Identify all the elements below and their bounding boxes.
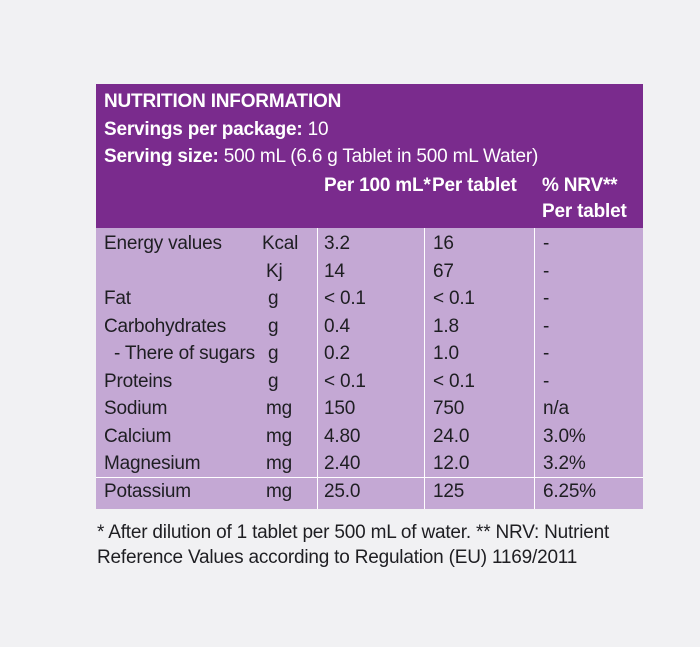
table-row: [96, 478, 643, 506]
nutrient-name: Calcium: [104, 425, 172, 447]
serving-size-value: 500 mL (6.6 g Tablet in 500 mL Water): [223, 146, 539, 167]
value-nrv: -: [543, 288, 550, 309]
column-header-per-100ml: Per 100 mL*: [324, 175, 431, 196]
nutrient-name: Proteins: [104, 370, 173, 392]
nutrient-name: - There of sugars: [114, 343, 255, 364]
nutrient-unit: mg: [266, 453, 292, 474]
value-nrv: -: [543, 260, 550, 282]
nutrient-unit: g: [268, 343, 279, 364]
nutrient-unit: mg: [266, 398, 292, 419]
value-per-100ml: 2.40: [324, 453, 361, 474]
table-row: [96, 368, 643, 396]
table-row: [96, 340, 643, 368]
table-title: NUTRITION INFORMATION: [104, 91, 342, 112]
table-row: [96, 285, 643, 313]
column-header-nrv-subtitle: Per tablet: [542, 201, 627, 222]
serving-size-label: Serving size:: [104, 146, 219, 167]
table-row: [96, 258, 643, 286]
value-per-100ml: 150: [324, 398, 356, 419]
value-nrv: -: [543, 233, 550, 254]
value-per-tablet: 750: [433, 398, 465, 419]
value-nrv: 6.25%: [543, 480, 596, 502]
nutrient-unit: g: [268, 288, 279, 309]
nutrient-name: Energy values: [104, 233, 222, 254]
nutrition-table: [96, 84, 643, 509]
value-per-100ml: < 0.1: [324, 288, 366, 309]
value-nrv: 3.0%: [543, 425, 586, 447]
value-per-100ml: 25.0: [324, 480, 361, 502]
value-nrv: -: [543, 370, 550, 392]
nutrient-name: Carbohydrates: [104, 315, 227, 337]
value-per-tablet: 12.0: [433, 453, 470, 474]
servings-line: [104, 119, 328, 141]
serving-size-line: [104, 146, 538, 168]
column-header-nrv: % NRV**: [542, 175, 618, 196]
nutrient-unit: g: [268, 370, 279, 392]
table-row: [96, 313, 643, 341]
nutrient-unit: mg: [266, 480, 292, 502]
nutrient-name: Magnesium: [104, 453, 201, 474]
value-nrv: 3.2%: [543, 453, 586, 474]
table-header: [96, 84, 643, 228]
servings-value: 10: [307, 119, 329, 140]
value-per-tablet: 67: [433, 260, 454, 282]
table-row: [96, 450, 643, 478]
value-nrv: -: [543, 343, 550, 364]
value-per-100ml: 0.4: [324, 315, 350, 337]
value-nrv: n/a: [543, 398, 569, 419]
value-per-tablet: 125: [433, 480, 465, 502]
table-row: [96, 395, 643, 423]
nutrient-unit: mg: [266, 425, 292, 447]
value-per-tablet: 24.0: [433, 425, 470, 447]
table-row: [96, 230, 643, 258]
column-header-per-tablet: Per tablet: [432, 175, 517, 196]
value-per-tablet: < 0.1: [433, 288, 475, 309]
value-per-100ml: 3.2: [324, 233, 350, 254]
value-per-tablet: 16: [433, 233, 454, 254]
table-row: [96, 423, 643, 451]
value-per-100ml: 0.2: [324, 343, 350, 364]
value-per-tablet: 1.0: [433, 343, 459, 364]
nutrient-name: Sodium: [104, 398, 168, 419]
value-nrv: -: [543, 315, 550, 337]
nutrient-unit: g: [268, 315, 279, 337]
value-per-tablet: 1.8: [433, 315, 459, 337]
value-per-100ml: 14: [324, 260, 345, 282]
servings-label: Servings per package:: [104, 119, 303, 140]
value-per-tablet: < 0.1: [433, 370, 475, 392]
value-per-100ml: 4.80: [324, 425, 361, 447]
footnote: * After dilution of 1 tablet per 500 mL of water. ** NRV: Nutrient Reference Values according to Regulation (EU) 1169/2011: [97, 522, 610, 568]
nutrient-name: Fat: [104, 288, 131, 309]
nutrient-unit: Kj: [266, 260, 283, 282]
nutrient-unit: Kcal: [262, 233, 299, 254]
nutrient-name: Potassium: [104, 480, 191, 502]
value-per-100ml: < 0.1: [324, 370, 366, 392]
